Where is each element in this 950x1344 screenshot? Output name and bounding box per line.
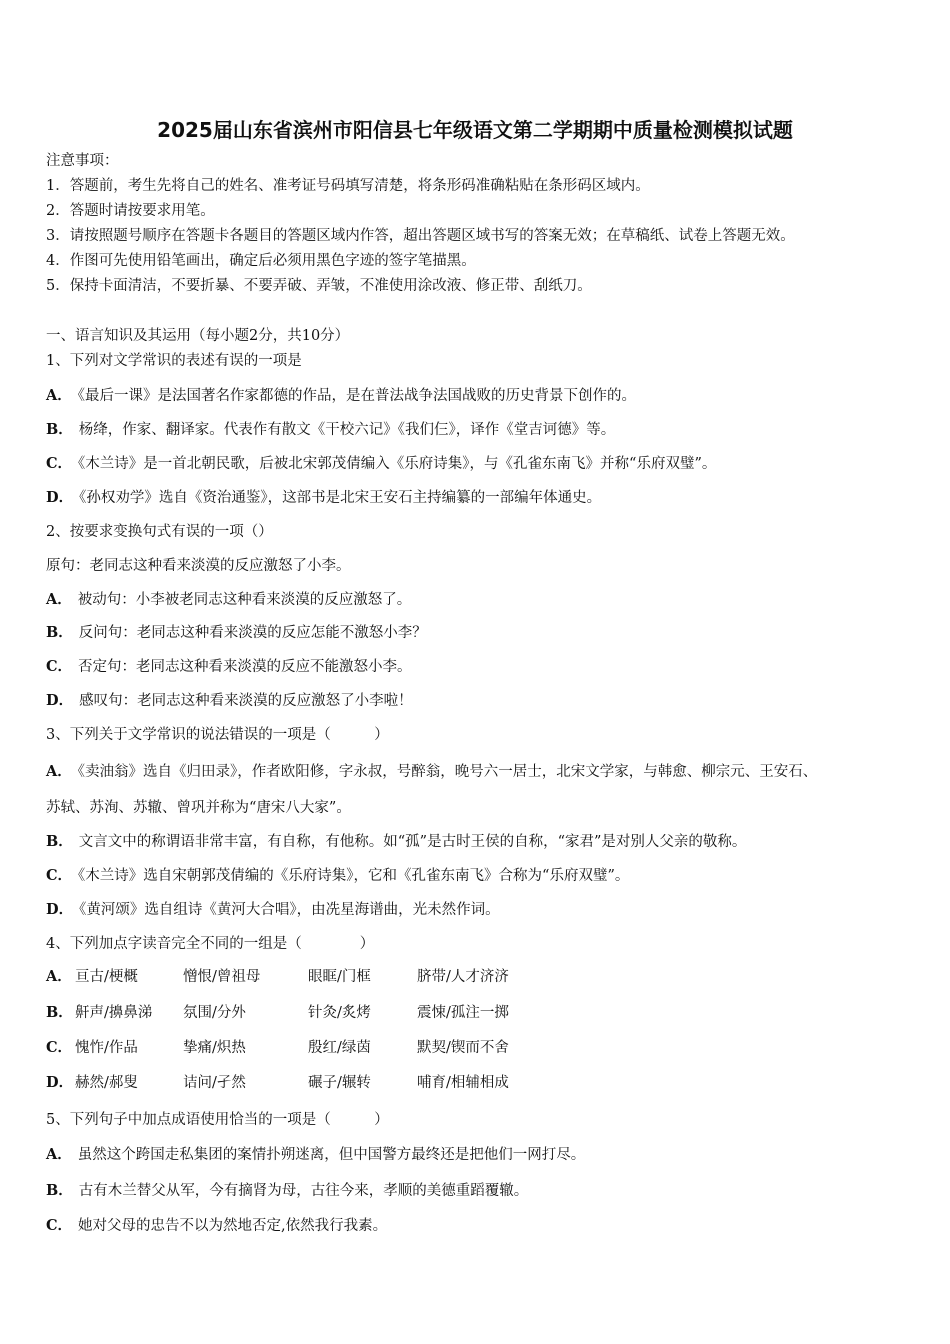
- note-item: 4．作图可先使用铅笔画出，确定后必须用黑色字迹的签字笔描黑。: [46, 253, 476, 269]
- option-a: [46, 762, 817, 782]
- word-pair: 挚痛/炽热: [183, 1040, 246, 1056]
- option-text: 《孙权劝学》选自《资治通鉴》，这部书是北宋王安石主持编纂的一部编年体通史。: [79, 490, 602, 506]
- word-pair: 脐带/人才济济: [417, 969, 509, 985]
- option-c: [46, 657, 412, 677]
- pinyin-row-a: [46, 967, 906, 987]
- question-stem: 1、下列对文学常识的表述有误的一项是: [46, 353, 302, 369]
- option-c: [46, 866, 629, 886]
- word-pair: 鼾声/擤鼻涕: [75, 1005, 153, 1021]
- option-d: [46, 488, 601, 508]
- word-pair: 愧怍/作品: [75, 1040, 138, 1056]
- option-letter: D．: [46, 1074, 74, 1091]
- note-item: 2．答题时请按要求用笔。: [46, 203, 215, 219]
- option-letter: C．: [46, 1217, 73, 1234]
- option-letter: A．: [46, 387, 72, 404]
- option-text: 杨绛，作家、翻译家。代表作有散文《干校六记》《我们仨》，译作《堂吉诃德》等。: [78, 422, 616, 438]
- note-item: 3．请按照题号顺序在答题卡各题目的答题区域内作答，超出答题区域书写的答案无效；在草稿纸、试卷上答题无效。: [46, 228, 795, 244]
- option-letter: C．: [46, 1039, 73, 1056]
- question-stem: 3、下列关于文学常识的说法错误的一项是（ ）: [46, 727, 389, 743]
- option-text: 《黄河颂》选自组诗《黄河大合唱》，由冼星海谱曲，光未然作词。: [79, 902, 500, 918]
- option-text: 否定句：老同志这种看来淡漠的反应不能激怒小李。: [78, 659, 412, 675]
- option-letter: B．: [46, 833, 73, 850]
- word-pair: 哺育/相辅相成: [417, 1075, 509, 1091]
- option-text: 被动句：小李被老同志这种看来淡漠的反应激怒了。: [77, 592, 412, 608]
- option-letter: C．: [46, 658, 73, 675]
- option-text: 《最后一课》是法国著名作家都德的作品，是在普法战争法国战败的历史背景下创作的。: [77, 388, 637, 404]
- option-letter: B．: [46, 1004, 73, 1021]
- option-text: 文言文中的称谓语非常丰富，有自称，有他称。如“孤”是古时王侯的自称，“家君”是对别人父亲的敬称。: [78, 834, 747, 850]
- section-heading: 一、语言知识及其运用（每小题2分，共10分）: [46, 328, 350, 344]
- word-pair: 氛围/分外: [183, 1005, 246, 1021]
- option-a-continued: 苏轼、苏洵、苏辙、曾巩并称为“唐宋八大家”。: [46, 800, 351, 816]
- question-stem: 4、下列加点字读音完全不同的一组是（ ）: [46, 936, 375, 952]
- option-letter: A．: [46, 591, 72, 608]
- option-letter: D．: [46, 692, 74, 709]
- question-stem: 5、下列句子中加点成语使用恰当的一项是（ ）: [46, 1112, 389, 1128]
- option-text: 古有木兰替父从军，今有摘肾为母，古往今来，孝顺的美德重蹈覆辙。: [78, 1183, 529, 1199]
- page-title: 2025届山东省滨州市阳信县七年级语文第二学期期中质量检测模拟试题: [157, 118, 793, 142]
- pinyin-row-d: [46, 1073, 906, 1093]
- note-item: 1．答题前，考生先将自己的姓名、准考证号码填写清楚，将条形码准确粘贴在条形码区域内。: [46, 178, 650, 194]
- original-sentence: 原句：老同志这种看来淡漠的反应激怒了小李。: [46, 558, 351, 574]
- option-letter: A．: [46, 763, 72, 780]
- option-b: [46, 623, 427, 643]
- option-a: [46, 590, 411, 610]
- option-letter: B．: [46, 1182, 73, 1199]
- option-letter: B．: [46, 421, 73, 438]
- option-letter: D．: [46, 901, 74, 918]
- option-c: [46, 1216, 387, 1236]
- option-letter: B．: [46, 624, 73, 641]
- option-b: [46, 832, 746, 852]
- option-letter: D．: [46, 489, 74, 506]
- option-text: 反问句：老同志这种看来淡漠的反应怎能不激怒小李？: [78, 625, 427, 641]
- word-pair: 殷红/绿茵: [308, 1040, 371, 1056]
- word-pair: 针灸/炙烤: [308, 1005, 371, 1021]
- question-stem: 2、按要求变换句式有误的一项（）: [46, 524, 273, 540]
- note-item: 5．保持卡面清洁，不要折暴、不要弄破、弄皱，不准使用涂改液、修正带、刮纸刀。: [46, 278, 592, 294]
- word-pair: 憎恨/曾祖母: [183, 969, 261, 985]
- option-letter: A．: [46, 968, 72, 985]
- option-letter: A．: [46, 1146, 72, 1163]
- pinyin-row-b: [46, 1003, 906, 1023]
- option-letter: C．: [46, 455, 73, 472]
- option-text: 感叹句：老同志这种看来淡漠的反应激怒了小李啦！: [79, 693, 413, 709]
- option-c: [46, 454, 716, 474]
- word-pair: 赫然/郝叟: [75, 1075, 138, 1091]
- pinyin-row-c: [46, 1038, 906, 1058]
- word-pair: 震悚/孤注一掷: [417, 1005, 509, 1021]
- option-b: [46, 420, 615, 440]
- option-letter: C．: [46, 867, 73, 884]
- option-text: 《卖油翁》选自《归田录》，作者欧阳修，字永叔，号醉翁，晚号六一居士，北宋文学家，与韩愈、柳宗元、王安石、: [77, 764, 818, 780]
- option-d: [46, 691, 413, 711]
- option-a: [46, 1145, 585, 1165]
- word-pair: 诘问/孑然: [183, 1075, 246, 1091]
- word-pair: 眼眶/门框: [308, 969, 371, 985]
- option-b: [46, 1181, 528, 1201]
- option-text: 《木兰诗》是一首北朝民歌，后被北宋郭茂倩编入《乐府诗集》，与《孔雀东南飞》并称“乐府双璧”。: [78, 456, 717, 472]
- option-text: 她对父母的忠告不以为然地否定,依然我行我素。: [78, 1218, 388, 1234]
- option-d: [46, 900, 500, 920]
- option-text: 虽然这个跨国走私集团的案情扑朔迷离，但中国警方最终还是把他们一网打尽。: [77, 1147, 586, 1163]
- notes-heading: 注意事项：: [46, 153, 119, 169]
- option-text: 《木兰诗》选自宋朝郭茂倩编的《乐府诗集》，它和《孔雀东南飞》合称为“乐府双璧”。: [78, 868, 630, 884]
- option-a: [46, 386, 636, 406]
- word-pair: 默契/锲而不舍: [417, 1040, 509, 1056]
- word-pair: 碾子/辗转: [308, 1075, 371, 1091]
- word-pair: 亘古/梗概: [75, 969, 138, 985]
